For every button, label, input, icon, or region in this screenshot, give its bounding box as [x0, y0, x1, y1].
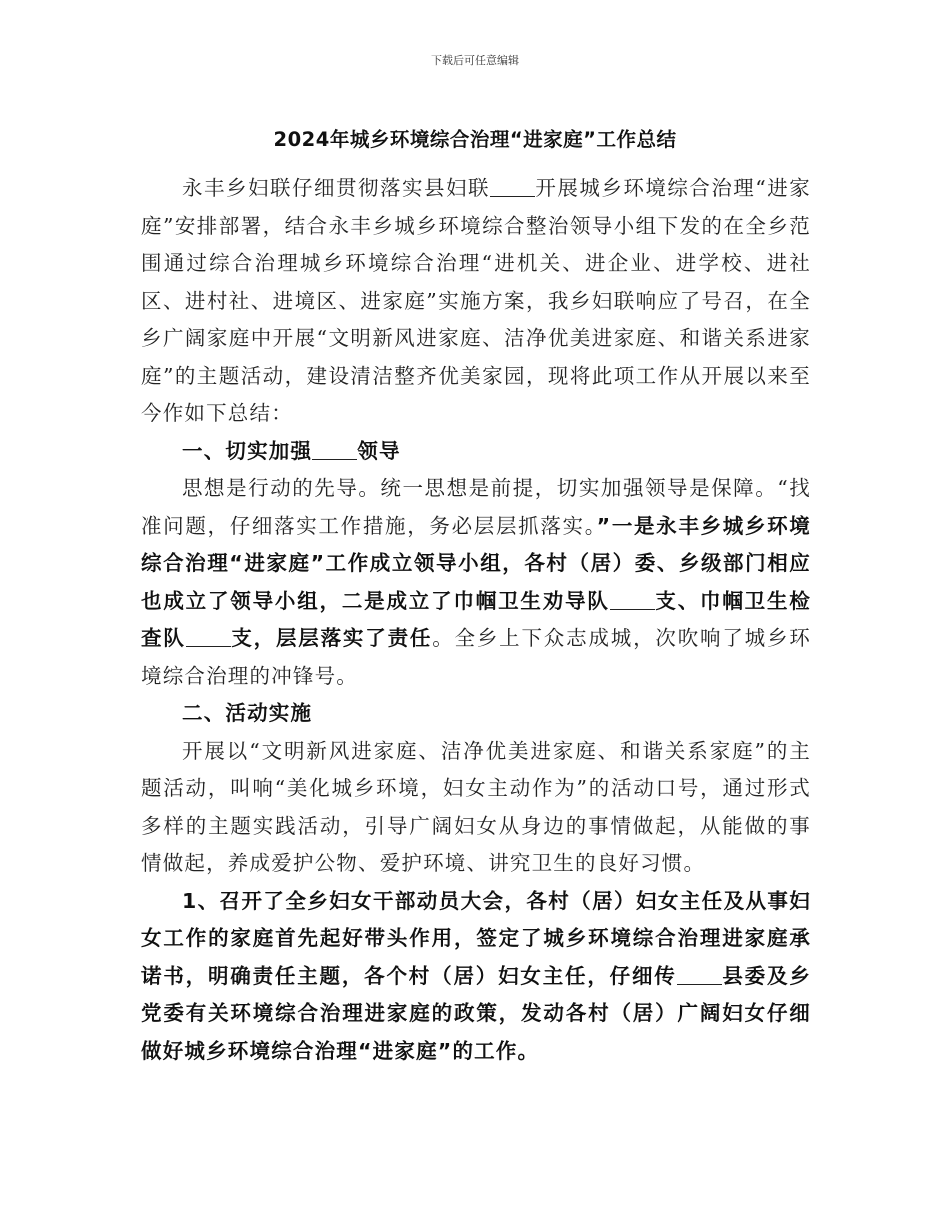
section1-heading-a: 一、切实加强	[182, 438, 313, 463]
fill-blank	[186, 626, 231, 648]
fill-blank	[312, 438, 357, 460]
section1-bold-text-a: ”一是永丰乡城乡环境综合治理“进家庭”工作成立领导小组，各村（居）委、乡级部门相应也成立了领导小组，二是成立了巾帼卫生劝导队	[141, 513, 811, 613]
section1-paragraph	[141, 470, 811, 695]
fill-blank	[490, 176, 535, 198]
intro-paragraph	[141, 170, 811, 433]
document-body	[141, 170, 811, 1070]
section1-bold-text-b: 支、巾帼卫生检查队	[141, 588, 811, 650]
fill-blank	[677, 963, 722, 985]
section1-heading-b: 领导	[357, 438, 401, 463]
header-note: 下载后可任意编辑	[431, 54, 519, 67]
intro-text-a: 永丰乡妇联仔细贯彻落实县妇联	[182, 176, 490, 200]
section2-item1	[141, 883, 811, 1071]
intro-text-b: 开展城乡环境综合治理“进家庭”安排部署，结合永丰乡城乡环境综合整治领导小组下发的在全乡范围通过综合治理城乡环境综合治理“进机关、进企业、进学校、进社区、进村社、进境区、进家庭”实施方案，我乡妇联响应了号召，在全乡广阔家庭中开展“文明新风进家庭、洁净优美进家庭、和谐关系进家庭”的主题活动，建设清洁整齐优美家园，现将此项工作从开展以来至今作如下总结：	[141, 176, 811, 425]
item1-text-b: 县委及乡党委有关环境综合治理进家庭的政策，发动各村（居）广阔妇女仔细做好城乡环境综合治理“进家庭”的工作。	[141, 963, 811, 1063]
section1-bold-text-c: 支，层层落实了责任	[230, 626, 433, 650]
document-title: 2024年城乡环境综合治理“进家庭”工作总结	[273, 128, 677, 151]
section1-tail-text: 。全乡上下众志成城，次吹响了城乡环境综合治理的冲锋号。	[141, 626, 811, 688]
section2-paragraph: 开展以“文明新风进家庭、洁净优美进家庭、和谐关系家庭”的主题活动，叫响“美化城乡环境，妇女主动作为”的活动口号，通过形式多样的主题实践活动，引导广阔妇女从身边的事情做起，从能做的事情做起，养成爱护公物、爱护环境、讲究卫生的良好习惯。	[141, 738, 811, 875]
fill-blank	[610, 588, 655, 610]
section1-heading	[141, 433, 811, 471]
item1-text-a: 1、召开了全乡妇女干部动员大会，各村（居）妇女主任及从事妇女工作的家庭首先起好带头作用，签定了城乡环境综合治理进家庭承诺书，明确责任主题，各个村（居）妇女主任，仔细传	[141, 888, 811, 988]
section1-normal-text: 思想是行动的先导。统一思想是前提，切实加强领导是保障。“找准问题，仔细落实工作措施，务必层层抓落实。	[141, 476, 811, 538]
section2-heading: 二、活动实施	[182, 701, 313, 725]
